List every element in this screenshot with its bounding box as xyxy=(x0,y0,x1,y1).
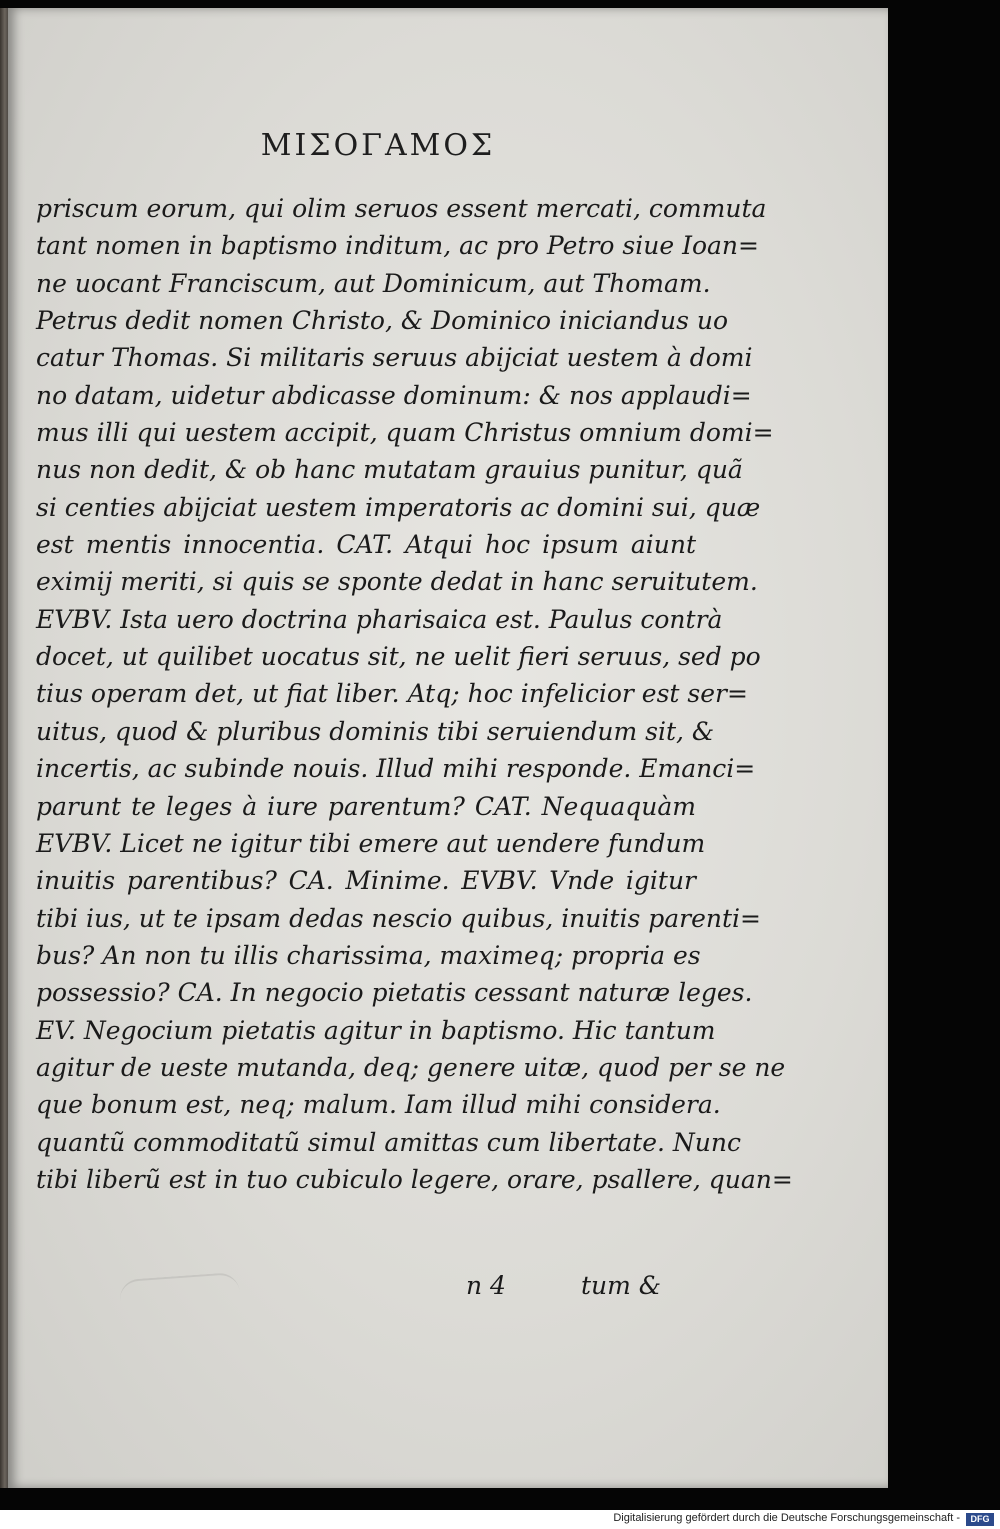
text-line: docet, ut quilibet uocatus sit, ne uelit fieri seruus, sed po xyxy=(36,642,761,672)
book-page xyxy=(8,8,888,1488)
text-line: tant nomen in baptismo inditum, ac pro Petro siue Ioan= xyxy=(36,231,759,261)
digitization-credit-text: Digitalisierung gefördert durch die Deutsche Forschungsgemeinschaft - xyxy=(613,1512,960,1524)
text-line: EV. Negocium pietatis agitur in baptismo. Hic tantum xyxy=(36,1015,716,1045)
text-line: priscum eorum, qui olim seruos essent mercati, commuta xyxy=(36,194,767,223)
text-line: EVBV. Ista uero doctrina pharisaica est. Paulus contrà xyxy=(36,604,723,634)
text-line: agitur de ueste mutanda, deq; genere uitæ, quod per se ne xyxy=(36,1052,786,1082)
text-line: tibi liberũ est in tuo cubiculo legere, orare, psallere, quan= xyxy=(36,1164,793,1194)
text-line: no datam, uidetur abdicasse dominum: & nos applaudi= xyxy=(36,380,752,410)
text-line: tibi ius, ut te ipsam dedas nescio quibus, inuitis parenti= xyxy=(36,903,761,933)
text-line: est mentis innocentia. CAT. Atqui hoc ipsum aiunt xyxy=(36,530,696,560)
text-line: quantũ commoditatũ simul amittas cum libertate. Nunc xyxy=(36,1127,741,1157)
text-line: parunt te leges à iure parentum? CAT. Nequaquàm xyxy=(36,791,696,821)
text-line: possessio? CA. In negocio pietatis cessant naturæ leges. xyxy=(36,978,753,1008)
page-footer-line xyxy=(8,1271,888,1311)
body-text xyxy=(36,190,793,1198)
dfg-logo-icon: DFG xyxy=(966,1513,994,1526)
text-line: nus non dedit, & ob hanc mutatam grauius punitur, quã xyxy=(36,455,743,485)
text-line: tius operam det, ut fiat liber. Atq; hoc infelicior est ser= xyxy=(36,679,748,709)
signature-mark: n 4 xyxy=(466,1271,506,1300)
running-head: ΜΙΣΟΓΑΜΟΣ xyxy=(260,128,496,163)
text-line: eximij meriti, si quis se sponte dedat in hanc seruitutem. xyxy=(36,567,758,597)
text-line: EVBV. Licet ne igitur tibi emere aut uendere fundum xyxy=(36,828,706,858)
text-line: bus? An non tu illis charissima, maximeq; propria es xyxy=(36,940,701,970)
text-line: mus illi qui uestem accipit, quam Christus omnium domi= xyxy=(36,418,774,448)
text-line: incertis, ac subinde nouis. Illud mihi responde. Emanci= xyxy=(36,754,756,784)
digitization-credit-bar xyxy=(0,1510,1000,1529)
text-line: que bonum est, neq; malum. Iam illud mihi considera. xyxy=(36,1090,721,1120)
text-line: catur Thomas. Si militaris seruus abijciat uestem à domi xyxy=(36,343,753,373)
text-line: inuitis parentibus? CA. Minime. EVBV. Vnde igitur xyxy=(36,866,696,896)
catchword: tum & xyxy=(581,1271,662,1300)
text-line: uitus, quod & pluribus dominis tibi seruiendum sit, & xyxy=(36,716,715,746)
text-line: si centies abijciat uestem imperatoris ac domini sui, quæ xyxy=(36,492,761,522)
text-line: Petrus dedit nomen Christo, & Dominico iniciandus uo xyxy=(36,306,729,336)
text-line: ne uocant Franciscum, aut Dominicum, aut Thomam. xyxy=(36,268,711,298)
